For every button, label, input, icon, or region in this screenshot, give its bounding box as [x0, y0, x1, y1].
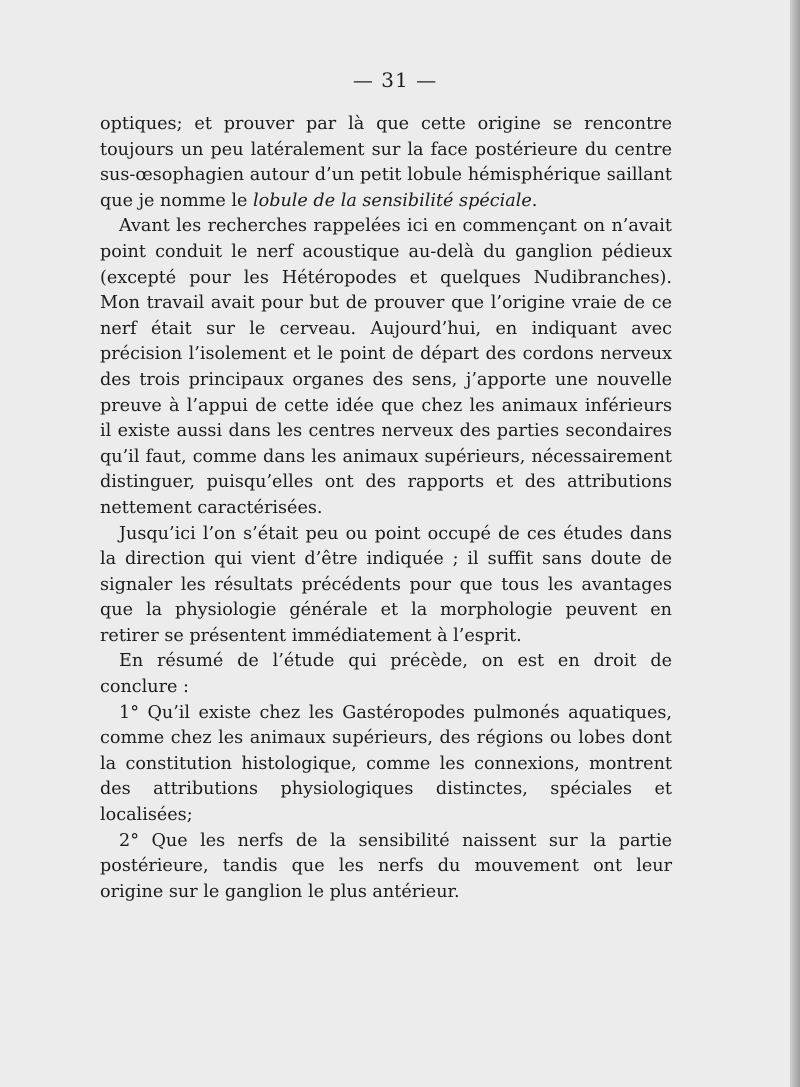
page-number-header: — 31 —: [352, 68, 438, 92]
paragraph-1: [100, 112, 672, 214]
paragraph-1-text: optiques; et prouver par là que cette origine se rencontre toujours un peu latéralement sur la face postérieure du centre sus-œsophagien autour d’un petit lobule hémisphérique saillant que je nomme le: [100, 114, 672, 211]
paragraph-3-text: Jusqu’ici l’on s’était peu ou point occupé de ces études dans la direction qui vient d’être indiquée ; il suffit sans doute de signaler les résultats précédents pour que tous les avantages que la physiologie générale et la morphologie peuvent en retirer se présentent immédiatement à l’esprit.: [100, 523, 672, 646]
paragraph-3: [100, 522, 672, 650]
paragraph-5-text: 1° Qu’il existe chez les Gastéropodes pulmonés aquatiques, comme chez les animaux supérieurs, des régions ou lobes dont la constitution histologique, comme les connexions, montrent des attributions physiologiques distinctes, spéciales et localisées;: [100, 702, 672, 826]
page-edge: [790, 0, 800, 1087]
paragraph-1-italic-term: lobule de la sensibilité spéciale: [252, 190, 532, 211]
body-text: [100, 112, 672, 905]
paragraph-5: [100, 701, 672, 829]
paragraph-4: [100, 649, 672, 700]
paragraph-1-end: .: [531, 190, 538, 211]
paragraph-2: [100, 214, 672, 521]
paragraph-6-text: 2° Que les nerfs de la sensibilité naissent sur la partie postérieure, tandis que les nerfs du mouvement ont leur origine sur le ganglion le plus antérieur.: [100, 830, 672, 902]
paragraph-4-text: En résumé de l’étude qui précède, on est en droit de conclure :: [100, 651, 672, 698]
paragraph-6: [100, 829, 672, 906]
paragraph-2-text: Avant les recherches rappelées ici en commençant on n’avait point conduit le nerf acoustique au-delà du ganglion pédieux (excepté pour les Hétéropodes et quelques Nudibranches). Mon travail avait pour but de prouver que l’origine vraie de ce nerf était sur le cerveau. Aujourd’hui, en indiquant avec précision l’isolement et le point de départ des cordons nerveux des trois principaux organes des sens, j’apporte une nouvelle preuve à l’appui de cette idée que chez les animaux inférieurs il existe aussi dans les centres nerveux des parties secondaires qu’il faut, comme dans les animaux supérieurs, nécessairement distinguer, puisqu’elles ont des rapports et des attributions nettement caractérisées.: [100, 216, 672, 518]
